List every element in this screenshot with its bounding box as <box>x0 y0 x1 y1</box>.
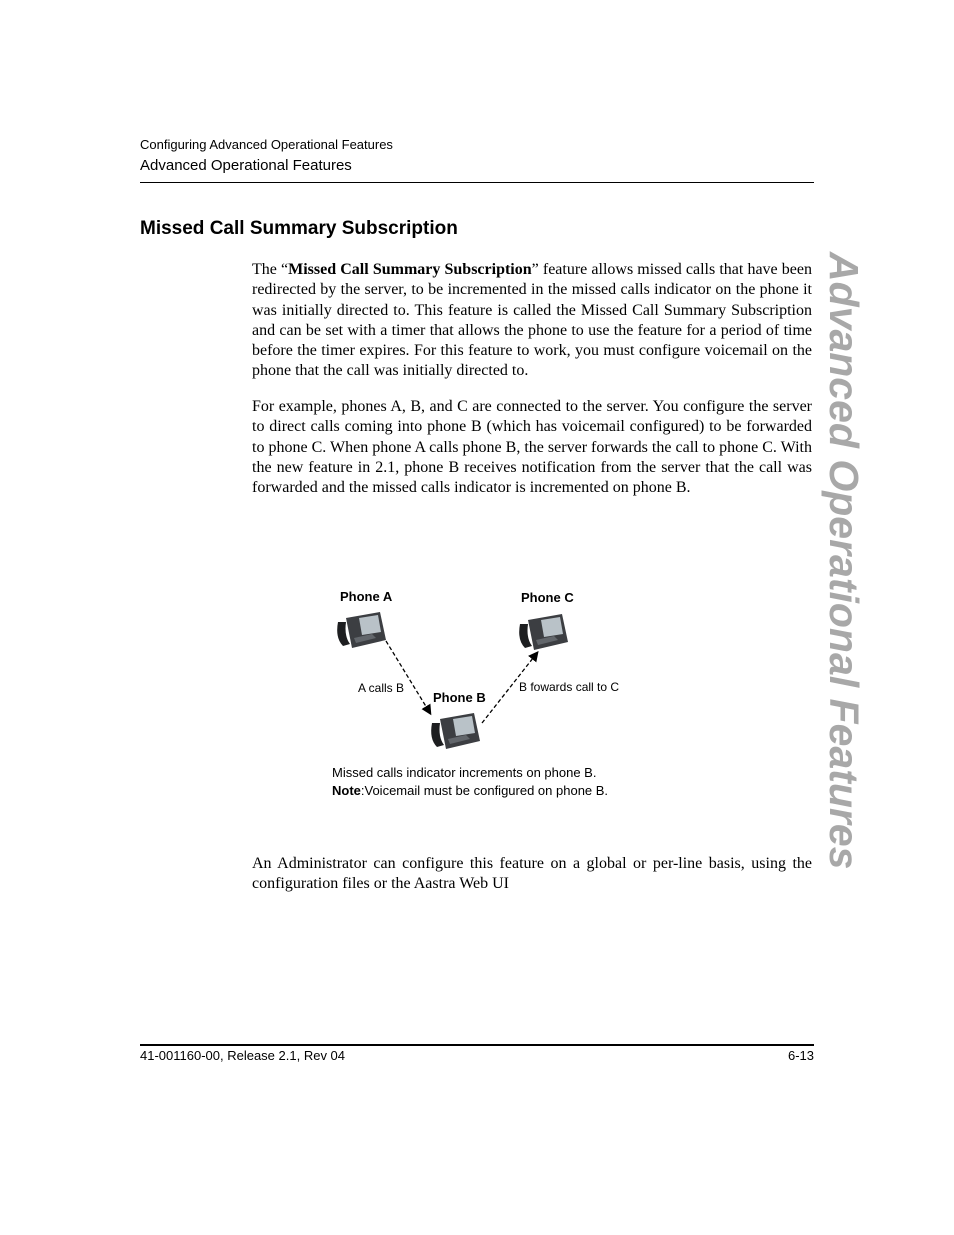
diagram-caption: Missed calls indicator increments on phone B. <box>332 765 597 780</box>
note-label: Note <box>332 783 361 798</box>
footer-rule <box>140 1044 814 1046</box>
running-header-section: Advanced Operational Features <box>140 157 352 174</box>
running-header-chapter: Configuring Advanced Operational Features <box>140 137 393 152</box>
phone-a-label: Phone A <box>340 589 393 604</box>
page-number: 6-13 <box>787 1048 814 1063</box>
arrow-ab-label: A calls B <box>358 681 405 695</box>
footer-doc-id: 41-001160-00, Release 2.1, Rev 04 <box>140 1048 346 1063</box>
phone-c-label: Phone C <box>521 590 574 605</box>
phone-a-icon <box>332 608 388 652</box>
phone-c-icon <box>514 610 570 654</box>
paragraph-intro-post: ” feature allows missed calls that have been redirected by the server, to be incremented in the missed calls indicator on the phone it was initially directed to. This feature is called the Missed Call Summary Subscription and can be set with a timer that allows the phone to use the feature for a period of time before the timer expires. For this feature to work, you must configure voicemail on the phone that the call was initially directed to. <box>252 261 812 380</box>
phone-b-icon <box>426 709 482 753</box>
side-tab-title: Advanced Operational Features <box>821 252 867 870</box>
arrow-a-to-b <box>386 641 430 713</box>
note-text: :Voicemail must be configured on phone B. <box>360 783 609 798</box>
paragraph-intro-pre: The “ <box>252 261 289 278</box>
paragraph-admin: An Administrator can configure this feature on a global or per-line basis, using the configuration files or the Aastra Web UI <box>252 855 812 893</box>
section-title: Missed Call Summary Subscription <box>140 218 458 239</box>
phone-b-label: Phone B <box>433 690 486 705</box>
feature-name: Missed Call Summary Subscription <box>288 261 532 278</box>
arrow-bc-label: B fowards call to C <box>519 680 620 694</box>
paragraph-example: For example, phones A, B, and C are connected to the server. You configure the server to direct calls coming into phone B (which has voicemail configured) to be forwarded to phone C. When phone A calls phone B, the server forwards the call to phone C. With the new feature in 2.1, phone B receives notification from the server that the call was forwarded and the missed calls indicator is incremented on phone B. <box>252 398 812 497</box>
diagram-note <box>332 783 608 798</box>
